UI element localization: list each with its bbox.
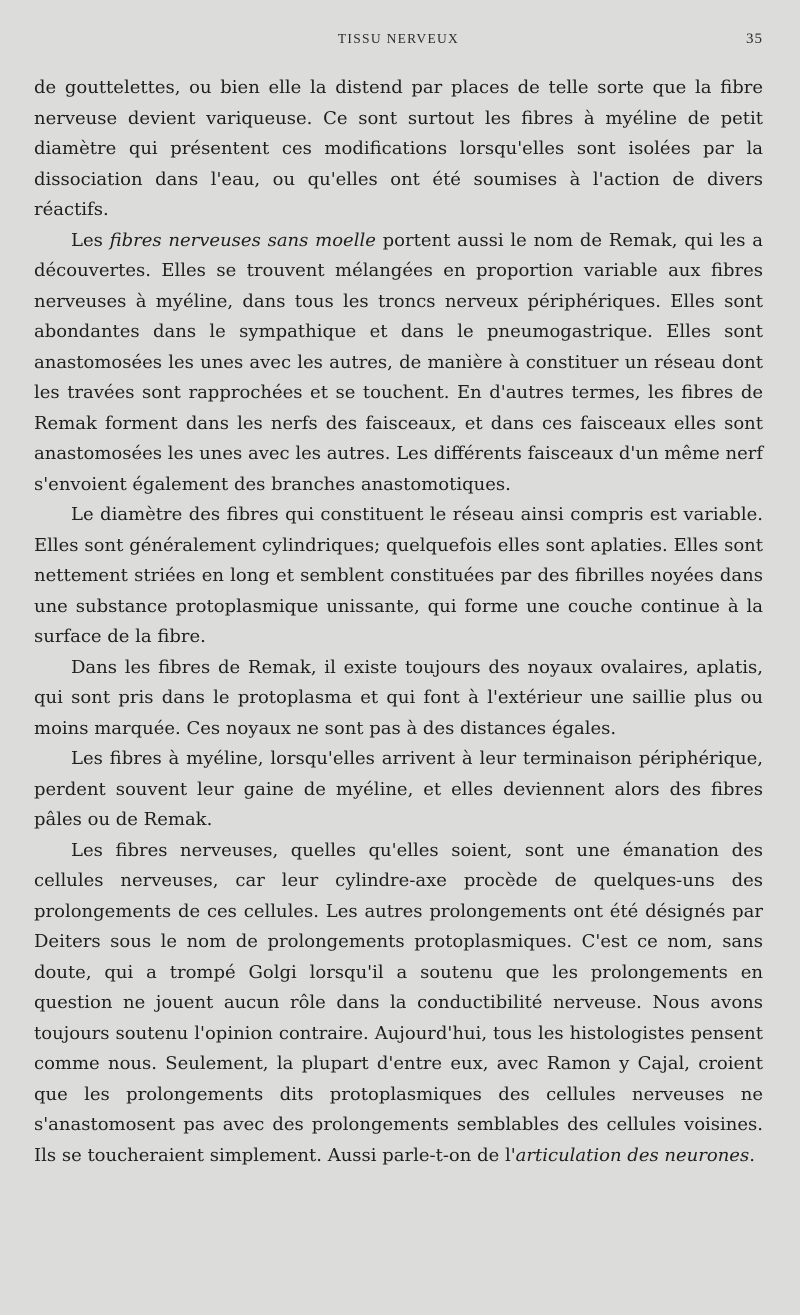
paragraph-text: Les — [71, 229, 110, 251]
paragraph — [34, 500, 763, 653]
paragraph — [34, 226, 763, 501]
running-title: TISSU NERVEUX — [337, 31, 460, 46]
paragraph-text: Dans les fibres de Remak, il existe toujours des noyaux ovalaires, aplatis, qui sont pris dans le protoplasma et qui font à l'extérieur une saillie plus ou moins marquée. Ces noyaux ne sont pas à des distances égales. — [34, 656, 763, 739]
paragraph-text: Le diamètre des fibres qui constituent le réseau ainsi compris est variable. Elles sont généralement cylindriques; quelquefois elles sont aplaties. Elles sont nettement striées en long et semblent constituées par des fibrilles noyées dans une substance protoplasmique unissante, qui forme une couche continue à la surface de la fibre. — [34, 504, 763, 647]
running-head — [34, 31, 763, 61]
italic-text: fibres nerveuses sans moelle — [109, 229, 376, 251]
paragraph — [34, 653, 763, 745]
paragraph-text: Les fibres à myéline, lorsqu'elles arrivent à leur terminaison périphérique, perdent souvent leur gaine de myéline, et elles deviennent alors des fibres pâles ou de Remak. — [34, 748, 763, 830]
paragraph — [34, 73, 763, 226]
page-number: 35 — [746, 31, 763, 47]
paragraph — [34, 744, 763, 836]
paragraph-text: . — [749, 1144, 755, 1166]
body-text — [34, 73, 763, 1171]
paragraph-text: Les fibres nerveuses, quelles qu'elles soient, sont une émanation des cellules nerveuses, car leur cylindre-axe procède de quelques-uns des prolongements de ces cellules. Les autres prolongements ont été désignés par Deiters sous le nom de prolongements protoplasmiques. C'est ce nom, sans doute, qui a trompé Golgi lorsqu'il a soutenu que les prolongements en question ne jouent aucun rôle dans la conductibilité nerveuse. Nous avons toujours soutenu l'opinion contraire. Aujourd'hui, tous les histologistes pensent comme nous. Seulement, la plupart d'entre eux, avec Ramon y Cajal, croient que les prolongements dits protoplasmiques des cellules nerveuses ne s'anastomosent pas avec des prolongements semblables des cellules voisines. Ils se toucheraient simplement. Aussi parle-t-on de l' — [34, 839, 763, 1166]
paragraph-text: portent aussi le nom de Remak, qui les a découvertes. Elles se trouvent mélangées en proportion variable aux fibres nerveuses à myéline, dans tous les troncs nerveux périphériques. Elles sont abondantes dans le sympathique et dans le pneumogastrique. Elles sont anastomosées les unes avec les autres, de manière à constituer un réseau dont les travées sont rapprochées et se touchent. En d'autres termes, les fibres de Remak forment dans les nerfs des faisceaux, et dans ces faisceaux elles sont anastomosées les unes avec les autres. Les différents faisceaux d'un même nerf s'envoient également des branches anastomotiques. — [34, 229, 763, 495]
paragraph — [34, 836, 763, 1172]
paragraph-text: de gouttelettes, ou bien elle la distend par places de telle sorte que la fibre nerveuse devient variqueuse. Ce sont surtout les fibres à myéline de petit diamètre qui présentent ces modifications lorsqu'elles sont isolées par la dissociation dans l'eau, ou qu'elles ont été soumises à l'action de divers réactifs. — [34, 77, 763, 220]
italic-text: articulation des neurones — [515, 1144, 750, 1166]
